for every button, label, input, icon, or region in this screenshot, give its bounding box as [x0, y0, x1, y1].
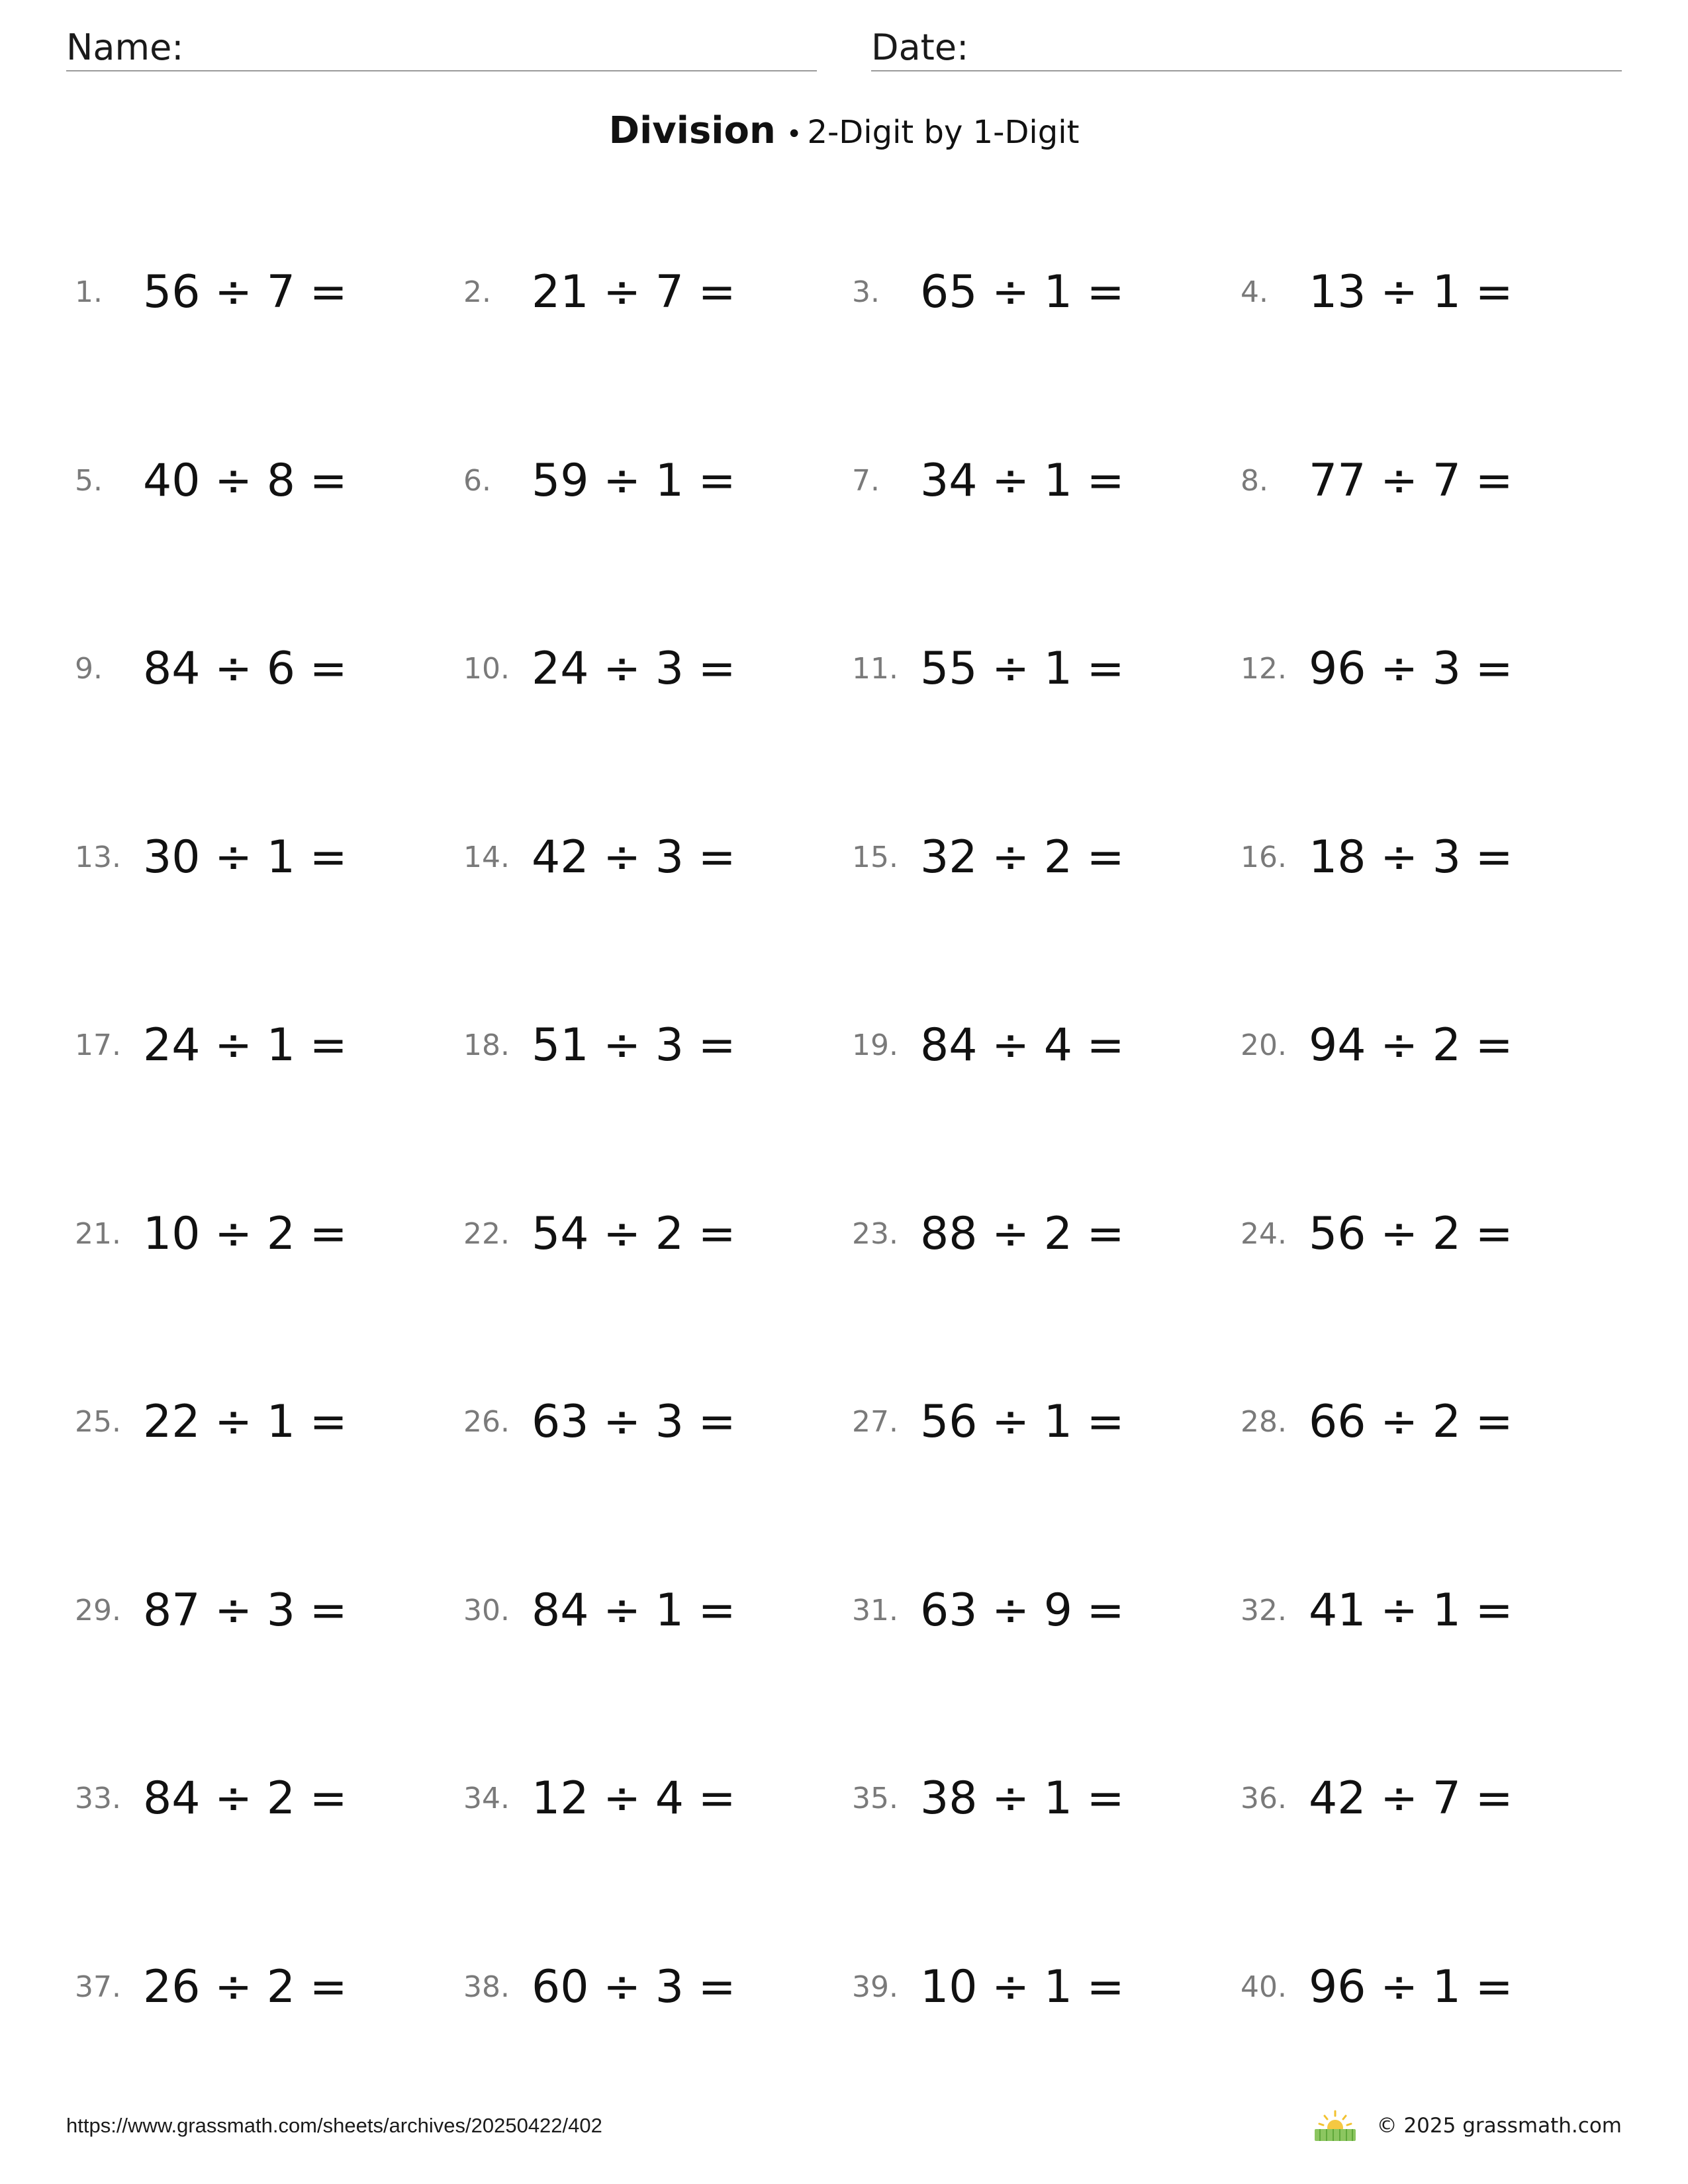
title-subtitle: 2-Digit by 1-Digit	[807, 114, 1080, 151]
problem-number: 12.	[1241, 652, 1287, 686]
footer-url[interactable]: https://www.grassmath.com/sheets/archives/20250422/402	[66, 2114, 602, 2137]
problem-expression: 87 ÷ 3 =	[143, 1584, 348, 1637]
problem-number: 32.	[1241, 1594, 1287, 1627]
problem-number: 10.	[463, 652, 510, 686]
problem-number: 26.	[463, 1405, 510, 1439]
problem-expression: 34 ÷ 1 =	[920, 455, 1125, 507]
title-main: Division	[608, 109, 776, 152]
problem-number: 34.	[463, 1782, 510, 1815]
problem-expression: 10 ÷ 1 =	[920, 1961, 1125, 2013]
problem-expression: 26 ÷ 2 =	[143, 1961, 348, 2013]
problem-expression: 42 ÷ 7 =	[1309, 1772, 1513, 1825]
problem-number: 18.	[463, 1028, 510, 1062]
problem-number: 20.	[1241, 1028, 1287, 1062]
problem-expression: 40 ÷ 8 =	[143, 455, 348, 507]
problem-expression: 55 ÷ 1 =	[920, 643, 1125, 695]
copyright-text: © 2025 grassmath.com	[1376, 2114, 1622, 2138]
problem-expression: 18 ÷ 3 =	[1309, 831, 1513, 884]
problem-number: 29.	[75, 1594, 121, 1627]
problem-number: 39.	[852, 1970, 898, 2004]
problem-number: 27.	[852, 1405, 898, 1439]
problem-expression: 42 ÷ 3 =	[532, 831, 736, 884]
problem-expression: 84 ÷ 1 =	[532, 1584, 736, 1637]
problem-expression: 65 ÷ 1 =	[920, 266, 1125, 318]
problem-expression: 63 ÷ 3 =	[532, 1396, 736, 1448]
problem-expression: 84 ÷ 6 =	[143, 643, 348, 695]
problem-number: 8.	[1241, 464, 1268, 498]
problem-number: 24.	[1241, 1217, 1287, 1251]
problem-number: 1.	[75, 275, 103, 309]
problem-number: 35.	[852, 1782, 898, 1815]
problem-expression: 24 ÷ 3 =	[532, 643, 736, 695]
problem-number: 36.	[1241, 1782, 1287, 1815]
problem-expression: 54 ÷ 2 =	[532, 1208, 736, 1260]
problem-number: 40.	[1241, 1970, 1287, 2004]
problem-expression: 96 ÷ 3 =	[1309, 643, 1513, 695]
problem-expression: 66 ÷ 2 =	[1309, 1396, 1513, 1448]
problem-number: 14.	[463, 841, 510, 874]
problem-number: 31.	[852, 1594, 898, 1627]
problem-expression: 12 ÷ 4 =	[532, 1772, 736, 1825]
problem-expression: 13 ÷ 1 =	[1309, 266, 1513, 318]
problem-number: 30.	[463, 1594, 510, 1627]
problem-number: 11.	[852, 652, 898, 686]
problem-expression: 84 ÷ 4 =	[920, 1019, 1125, 1071]
problem-number: 15.	[852, 841, 898, 874]
problem-number: 6.	[463, 464, 491, 498]
date-label: Date:	[871, 26, 969, 68]
problem-number: 28.	[1241, 1405, 1287, 1439]
problem-expression: 60 ÷ 3 =	[532, 1961, 736, 2013]
problem-expression: 21 ÷ 7 =	[532, 266, 736, 318]
problem-expression: 88 ÷ 2 =	[920, 1208, 1125, 1260]
name-field[interactable]	[66, 25, 817, 71]
problem-number: 33.	[75, 1782, 121, 1815]
problem-expression: 56 ÷ 1 =	[920, 1396, 1125, 1448]
problem-expression: 10 ÷ 2 =	[143, 1208, 348, 1260]
footer-brand	[1312, 2109, 1622, 2143]
problem-expression: 51 ÷ 3 =	[532, 1019, 736, 1071]
problem-number: 25.	[75, 1405, 121, 1439]
problem-number: 2.	[463, 275, 491, 309]
problem-expression: 30 ÷ 1 =	[143, 831, 348, 884]
sun-over-grass-icon	[1312, 2109, 1358, 2142]
problem-number: 4.	[1241, 275, 1268, 309]
problem-expression: 84 ÷ 2 =	[143, 1772, 348, 1825]
problem-number: 3.	[852, 275, 880, 309]
problem-expression: 38 ÷ 1 =	[920, 1772, 1125, 1825]
problem-number: 13.	[75, 841, 121, 874]
problem-expression: 41 ÷ 1 =	[1309, 1584, 1513, 1637]
problem-expression: 77 ÷ 7 =	[1309, 455, 1513, 507]
problem-expression: 32 ÷ 2 =	[920, 831, 1125, 884]
problem-number: 21.	[75, 1217, 121, 1251]
problem-number: 16.	[1241, 841, 1287, 874]
problem-number: 17.	[75, 1028, 121, 1062]
problem-number: 23.	[852, 1217, 898, 1251]
problem-number: 22.	[463, 1217, 510, 1251]
problem-number: 5.	[75, 464, 103, 498]
date-field[interactable]	[871, 25, 1622, 71]
problem-number: 38.	[463, 1970, 510, 2004]
problem-expression: 22 ÷ 1 =	[143, 1396, 348, 1448]
problem-expression: 63 ÷ 9 =	[920, 1584, 1125, 1637]
problem-number: 19.	[852, 1028, 898, 1062]
problem-expression: 56 ÷ 7 =	[143, 266, 348, 318]
title-separator: •	[786, 119, 802, 150]
problem-number: 37.	[75, 1970, 121, 2004]
problem-number: 7.	[852, 464, 880, 498]
problem-expression: 96 ÷ 1 =	[1309, 1961, 1513, 2013]
name-label: Name:	[66, 26, 184, 68]
problem-expression: 59 ÷ 1 =	[532, 455, 736, 507]
problem-number: 9.	[75, 652, 103, 686]
worksheet-title	[0, 105, 1688, 161]
problem-expression: 24 ÷ 1 =	[143, 1019, 348, 1071]
problem-expression: 56 ÷ 2 =	[1309, 1208, 1513, 1260]
problem-expression: 94 ÷ 2 =	[1309, 1019, 1513, 1071]
